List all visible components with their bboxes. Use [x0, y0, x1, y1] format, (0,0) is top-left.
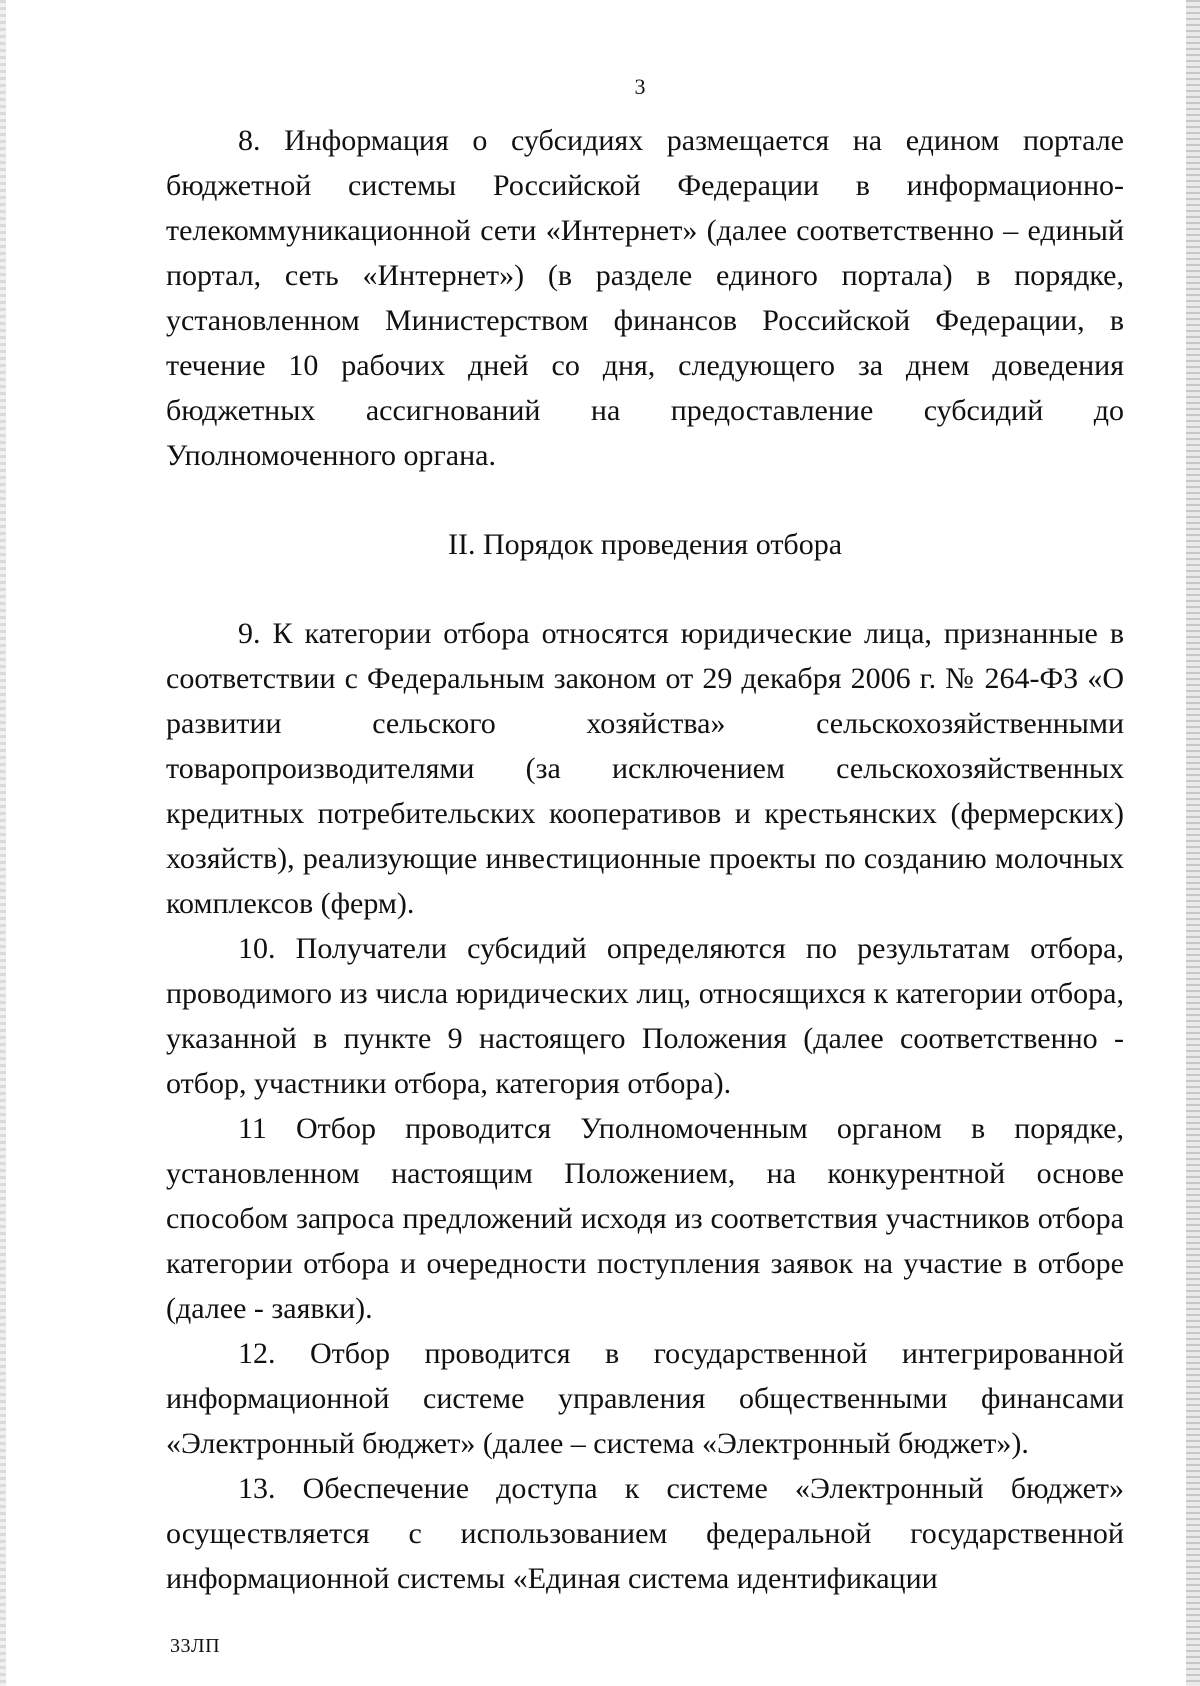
- paragraph-10: 10. Получатели субсидий определяются по результатам отбора, проводимого из числа юридических лиц, относящихся к категории отбора, указанной в пункте 9 настоящего Положения (далее соответственно - отбор, участники отбора, категория отбора).: [166, 932, 1124, 1100]
- scan-edge-left: [0, 0, 6, 1686]
- paragraph-11: 11 Отбор проводится Уполномоченным органом в порядке, установленном настоящим Положением, на конкурентной основе способом запроса предложений исходя из соответствия участников отбора категории отбора и очередности поступления заявок на участие в отборе (далее - заявки).: [166, 1112, 1124, 1325]
- section-heading: II. Порядок проведения отбора: [447, 528, 843, 561]
- scan-edge-right: [1186, 0, 1200, 1686]
- paragraph-12: 12. Отбор проводится в государственной интегрированной информационной системе управления общественными финансами «Электронный бюджет» (далее – система «Электронный бюджет»).: [166, 1337, 1124, 1460]
- paragraph-8: 8. Информация о субсидиях размещается на едином портале бюджетной системы Российской Федерации в информационно-телекоммуникационной сети «Интернет» (далее соответственно – единый портал, сеть «Интернет») (в разделе единого портала) в порядке, установленном Министерством финансов Российской Федерации, в течение 10 рабочих дней со дня, следующего за днем доведения бюджетных ассигнований на предоставление субсидий до Уполномоченного органа.: [166, 124, 1124, 472]
- page-number: 3: [634, 74, 646, 99]
- document-code: 33ЛП: [170, 1635, 221, 1657]
- paragraph-13: 13. Обеспечение доступа к системе «Электронный бюджет» осуществляется с использованием федеральной государственной информационной системы «Единая система идентификации: [166, 1472, 1124, 1595]
- paragraph-9: 9. К категории отбора относятся юридические лица, признанные в соответствии с Федеральным законом от 29 декабря 2006 г. № 264-ФЗ «О развитии сельского хозяйства» сельскохозяйственными товаропроизводителями (за исключением сельскохозяйственных кредитных потребительских кооперативов и крестьянских (фермерских) хозяйств), реализующие инвестиционные проекты по созданию молочных комплексов (ферм).: [166, 617, 1124, 920]
- document-body: [166, 118, 1124, 1601]
